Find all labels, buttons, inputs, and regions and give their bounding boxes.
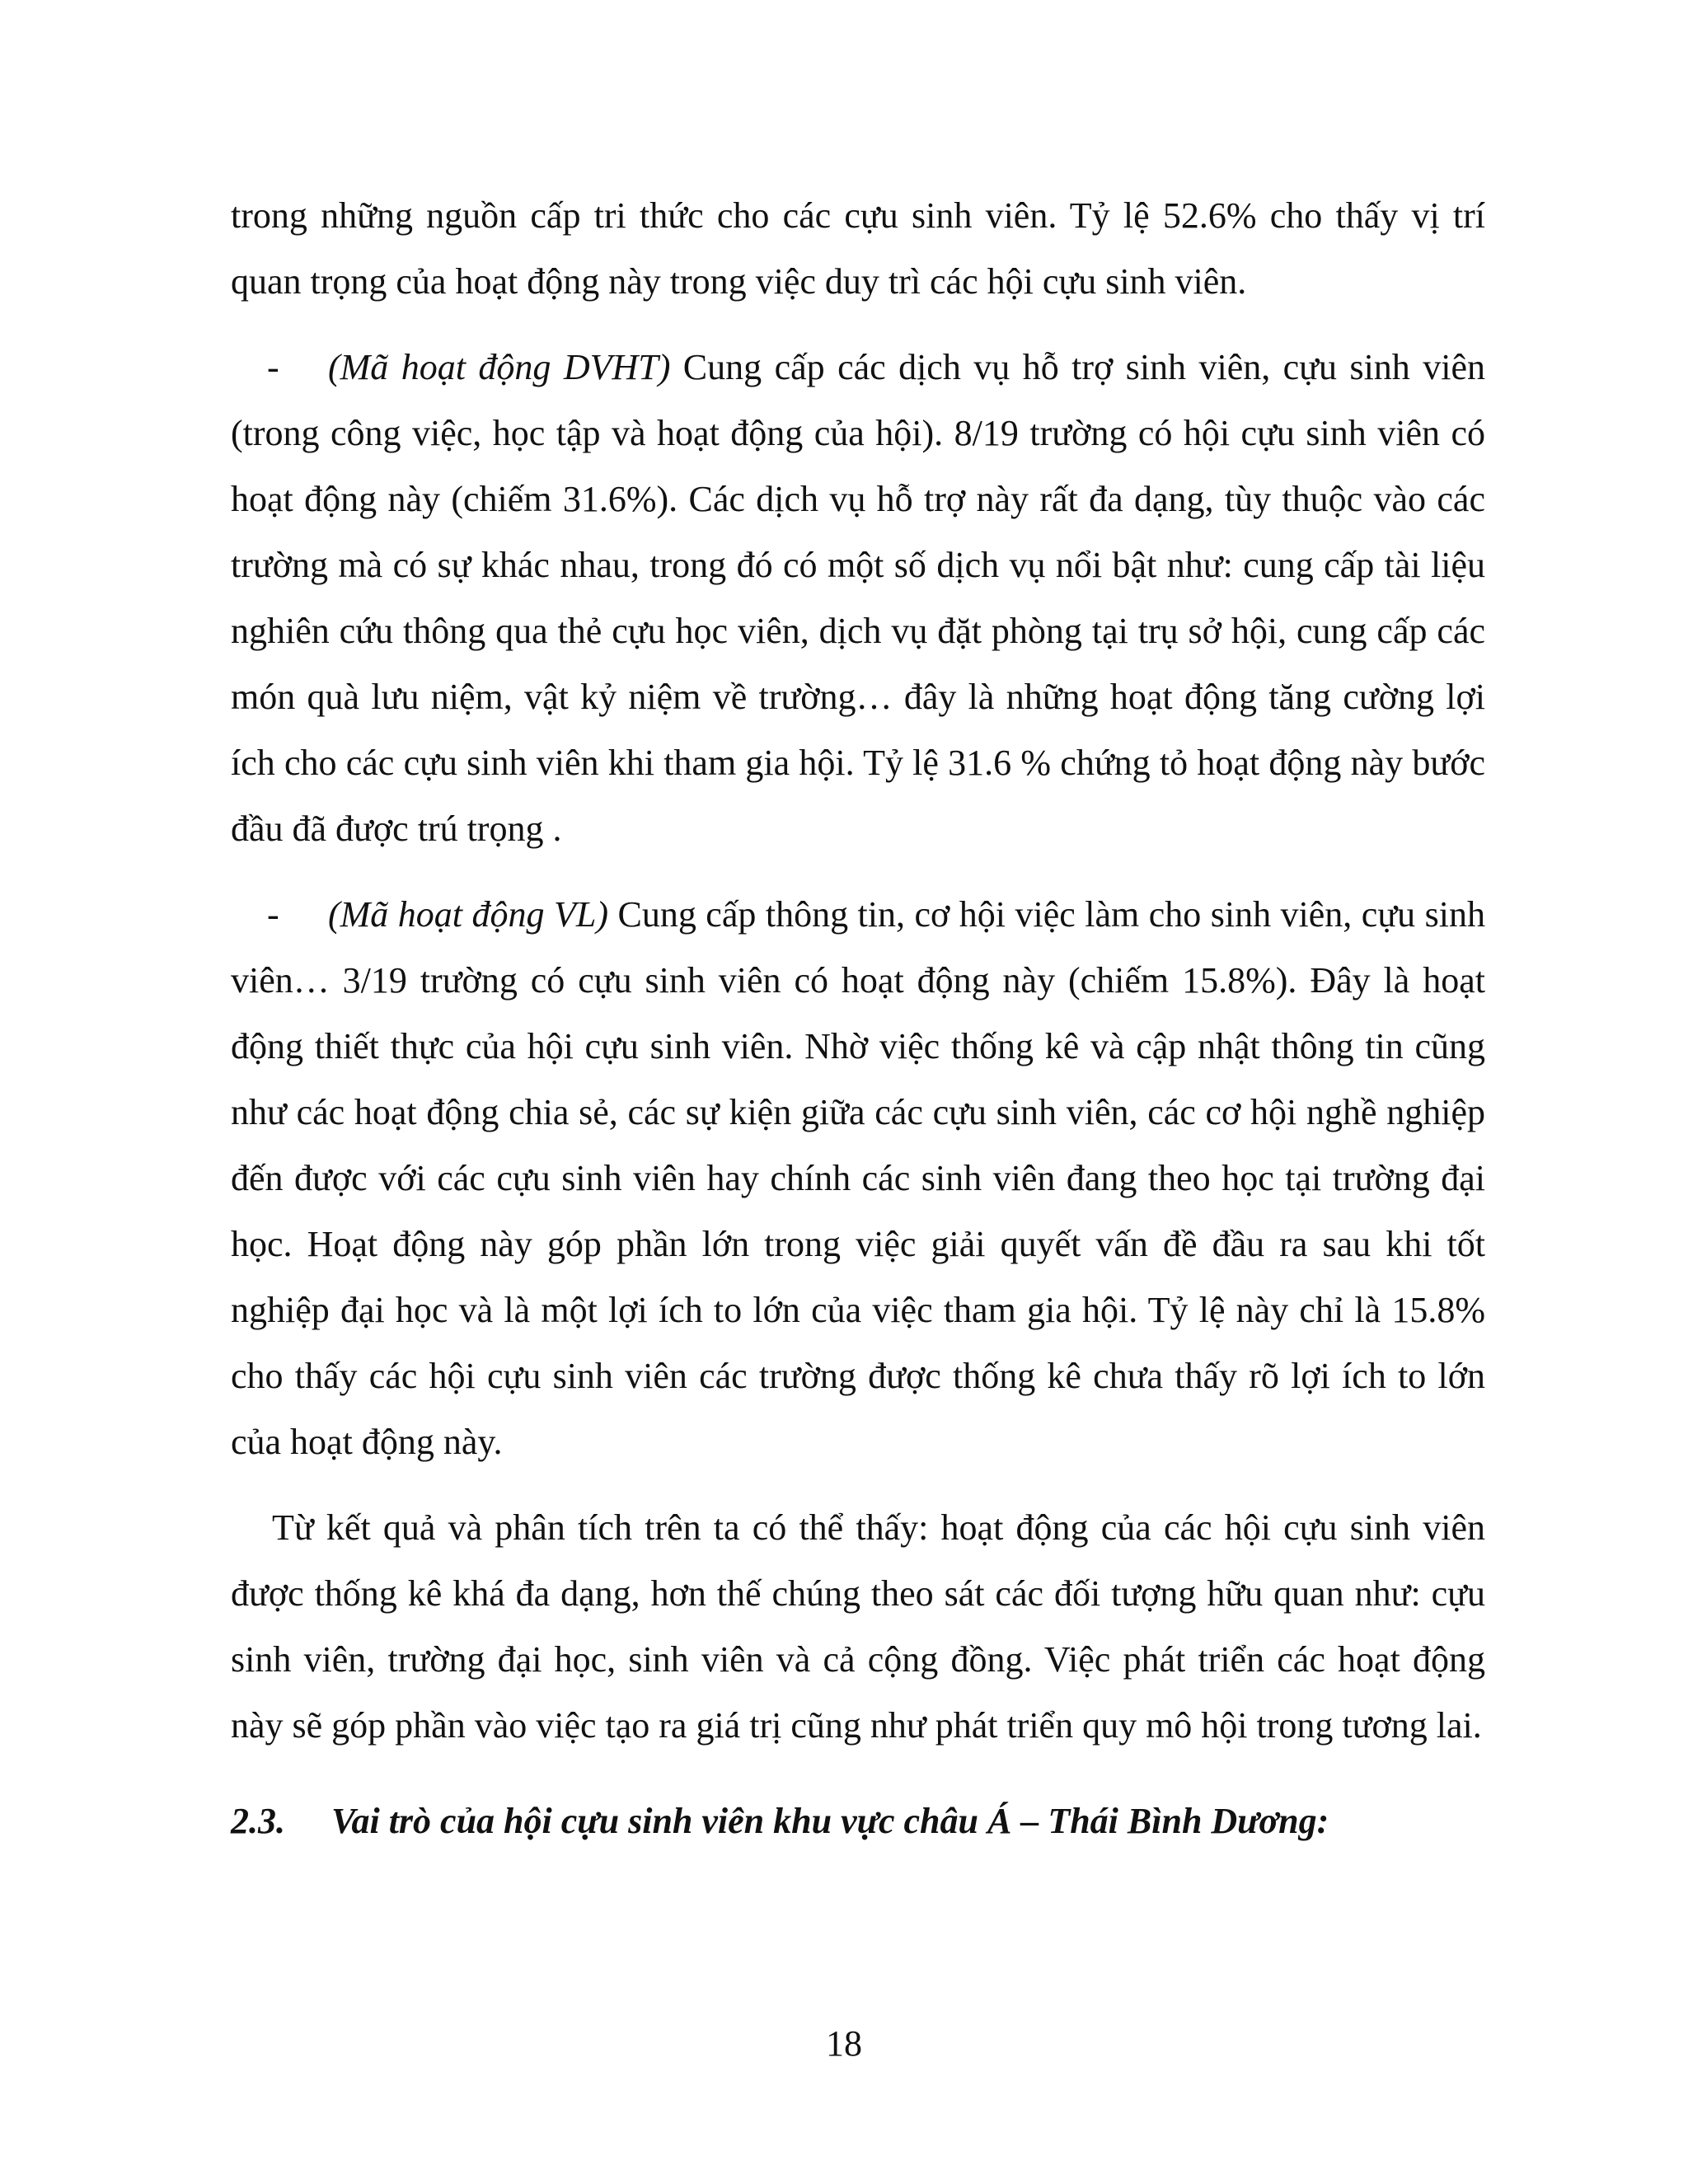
bullet-dash: - [267,347,279,387]
summary-paragraph: Từ kết quả và phân tích trên ta có thể thấy: hoạt động của các hội cựu sinh viên được thống kê khá đa dạng, hơn thế chúng theo sát các đối tượng hữu quan như: cựu sinh viên, trường đại học, sinh viên và cả cộng đồng. Việc phát triển các hoạt động này sẽ góp phần vào việc tạo ra giá trị cũng như phát triển quy mô hội trong tương lai. [231,1507,1485,1746]
intro-continuation-paragraph: trong những nguồn cấp tri thức cho các cựu sinh viên. Tỷ lệ 52.6% cho thấy vị trí quan trọng của hoạt động này trong việc duy trì các hội cựu sinh viên. [231,195,1485,302]
vl-bullet-paragraph [231,882,1485,1475]
dvht-bullet-paragraph [231,335,1485,862]
bullet-text: Cung cấp các dịch vụ hỗ trợ sinh viên, cựu sinh viên (trong công việc, học tập và hoạt động của hội). 8/19 trường có hội cựu sinh viên có hoạt động này (chiếm 31.6%). Các dịch vụ hỗ trợ này rất đa dạng, tùy thuộc vào các trường mà có sự khác nhau, trong đó có một số dịch vụ nổi bật như: cung cấp tài liệu nghiên cứu thông qua thẻ cựu học viên, dịch vụ đặt phòng tại trụ sở hội, cung cấp các món quà lưu niệm, vật kỷ niệm về trường… đây là những hoạt động tăng cường lợi ích cho các cựu sinh viên khi tham gia hội. Tỷ lệ 31.6 % chứng tỏ hoạt động này bước đầu đã được trú trọng . [231,347,1485,849]
section-number: 2.3. [231,1801,285,1841]
section-title: Vai trò của hội cựu sinh viên khu vực châu Á – Thái Bình Dương: [331,1801,1329,1841]
page-number: 18 [826,2023,862,2064]
activity-code-label: (Mã hoạt động VL) [328,894,608,935]
activity-code-label: (Mã hoạt động DVHT) [328,347,671,387]
bullet-text: Cung cấp thông tin, cơ hội việc làm cho sinh viên, cựu sinh viên… 3/19 trường có cựu sinh viên có hoạt động này (chiếm 15.8%). Đây là hoạt động thiết thực của hội cựu sinh viên. Nhờ việc thống kê và cập nhật thông tin cũng như các hoạt động chia sẻ, các sự kiện giữa các cựu sinh viên, các cơ hội nghề nghiệp đến được với các cựu sinh viên hay chính các sinh viên đang theo học tại trường đại học. Hoạt động này góp phần lớn trong việc giải quyết vấn đề đầu ra sau khi tốt nghiệp đại học và là một lợi ích to lớn của việc tham gia hội. Tỷ lệ này chỉ là 15.8% cho thấy các hội cựu sinh viên các trường được thống kê chưa thấy rõ lợi ích to lớn của hoạt động này. [231,894,1485,1462]
bullet-dash: - [267,894,279,935]
page-body [231,183,1485,1854]
section-heading [231,1788,1485,1854]
